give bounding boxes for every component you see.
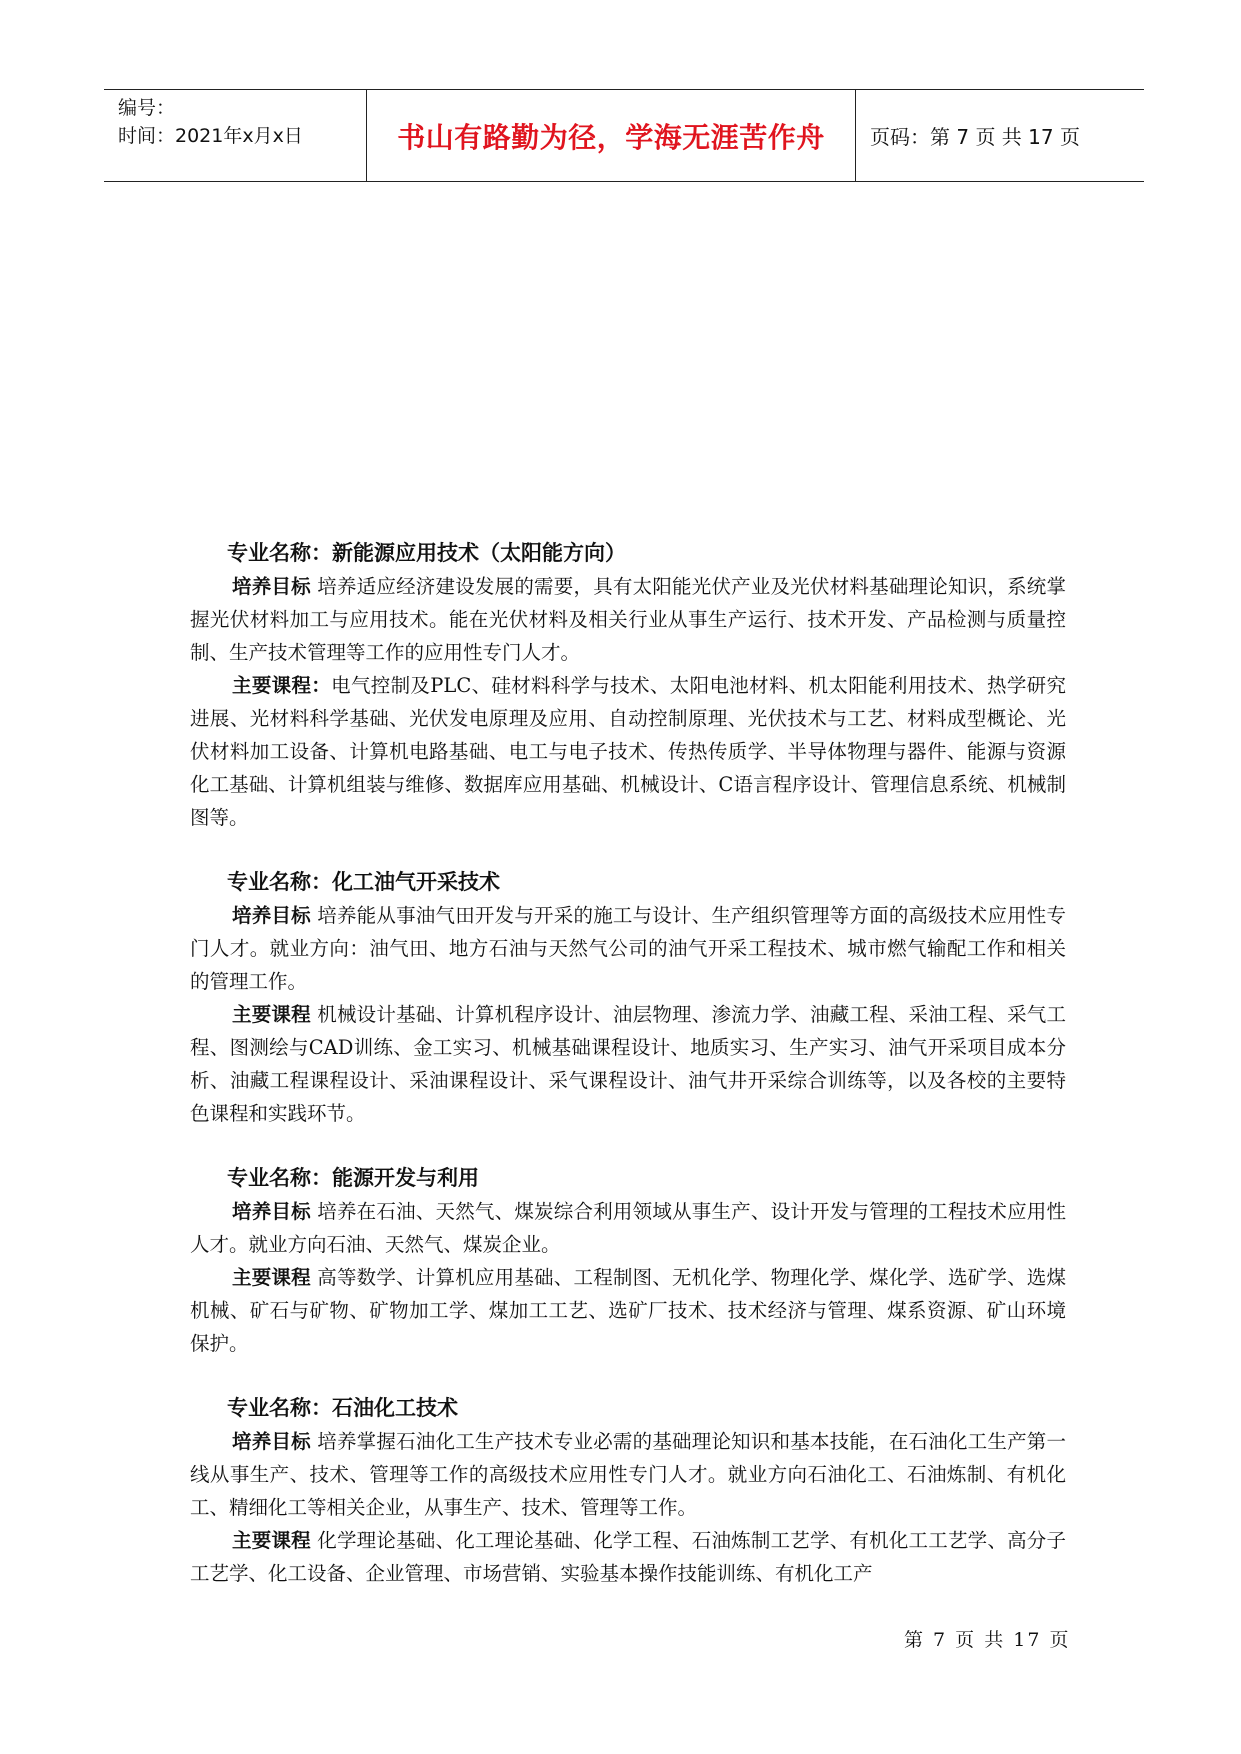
header-page-number: 页码：第 7 页 共 17 页 (870, 125, 1080, 149)
goal-label: 培养目标 (232, 1200, 311, 1223)
goal-paragraph (190, 1195, 1066, 1261)
course-label: 主要课程： (232, 674, 332, 697)
page-footer: 第 7 页 共 17 页 (904, 1629, 1071, 1651)
course-text: 电气控制及PLC、硅材料科学与技术、太阳电池材料、机太阳能利用技术、热学研究进展、光材料科学基础、光伏发电原理及应用、自动控制原理、光伏技术与工艺、材料成型概论、光伏材料加工设备、计算机电路基础、电工与电子技术、传热传质学、半导体物理与器件、能源与资源化工基础、计算机组装与维修、数据库应用基础、机械设计、C语言程序设计、管理信息系统、机械制图等。 (190, 674, 1066, 829)
major-title: 专业名称：化工油气开采技术 (227, 870, 500, 894)
goal-paragraph (190, 899, 1066, 998)
header-meta (104, 90, 367, 181)
goal-label: 培养目标 (232, 1430, 311, 1453)
course-label: 主要课程 (232, 1529, 311, 1552)
serial-label: 编号： (118, 97, 176, 119)
document-body (190, 536, 1066, 1621)
course-paragraph (190, 998, 1066, 1130)
goal-paragraph (190, 570, 1066, 669)
course-label: 主要课程 (232, 1003, 311, 1026)
course-paragraph (190, 1524, 1066, 1590)
course-label: 主要课程 (232, 1266, 311, 1289)
major-title: 专业名称：新能源应用技术（太阳能方向） (227, 541, 626, 565)
course-text: 机械设计基础、计算机程序设计、油层物理、渗流力学、油藏工程、采油工程、采气工程、图测绘与CAD训练、金工实习、机械基础课程设计、地质实习、生产实习、油气开采项目成本分析、油藏工程课程设计、采油课程设计、采气课程设计、油气井开采综合训练等，以及各校的主要特色课程和实践环节。 (190, 1003, 1066, 1125)
major-title: 专业名称：能源开发与利用 (227, 1166, 479, 1190)
goal-text: 培养适应经济建设发展的需要，具有太阳能光伏产业及光伏材料基础理论知识，系统掌握光伏材料加工与应用技术。能在光伏材料及相关行业从事生产运行、技术开发、产品检测与质量控制、生产技术管理等工作的应用性专门人才。 (190, 575, 1066, 664)
course-text: 化学理论基础、化工理论基础、化学工程、石油炼制工艺学、有机化工工艺学、高分子工艺学、化工设备、企业管理、市场营销、实验基本操作技能训练、有机化工产 (190, 1529, 1066, 1585)
page-header (104, 89, 1144, 182)
major-section (190, 1391, 1066, 1590)
goal-text: 培养掌握石油化工生产技术专业必需的基础理论知识和基本技能，在石油化工生产第一线从事生产、技术、管理等工作的高级技术应用性专门人才。就业方向石油化工、石油炼制、有机化工、精细化工等相关企业，从事生产、技术、管理等工作。 (190, 1430, 1066, 1519)
course-paragraph (190, 669, 1066, 834)
major-section (190, 865, 1066, 1130)
major-section (190, 536, 1066, 834)
time-text: 时间：2021年x月x日 (118, 125, 303, 147)
goal-label: 培养目标 (232, 575, 311, 598)
goal-text: 培养能从事油气田开发与开采的施工与设计、生产组织管理等方面的高级技术应用性专门人才。就业方向：油气田、地方石油与天然气公司的油气开采工程技术、城市燃气输配工作和相关的管理工作。 (190, 904, 1066, 993)
course-text: 高等数学、计算机应用基础、工程制图、无机化学、物理化学、煤化学、选矿学、选煤机械、矿石与矿物、矿物加工学、煤加工工艺、选矿厂技术、技术经济与管理、煤系资源、矿山环境保护。 (190, 1266, 1066, 1355)
header-motto: 书山有路勤为径，学海无涯苦作舟 (367, 90, 856, 181)
goal-paragraph (190, 1425, 1066, 1524)
goal-label: 培养目标 (232, 904, 311, 927)
goal-text: 培养在石油、天然气、煤炭综合利用领域从事生产、设计开发与管理的工程技术应用性人才。就业方向石油、天然气、煤炭企业。 (190, 1200, 1066, 1256)
major-section (190, 1161, 1066, 1360)
course-paragraph (190, 1261, 1066, 1360)
major-title: 专业名称：石油化工技术 (227, 1396, 458, 1420)
